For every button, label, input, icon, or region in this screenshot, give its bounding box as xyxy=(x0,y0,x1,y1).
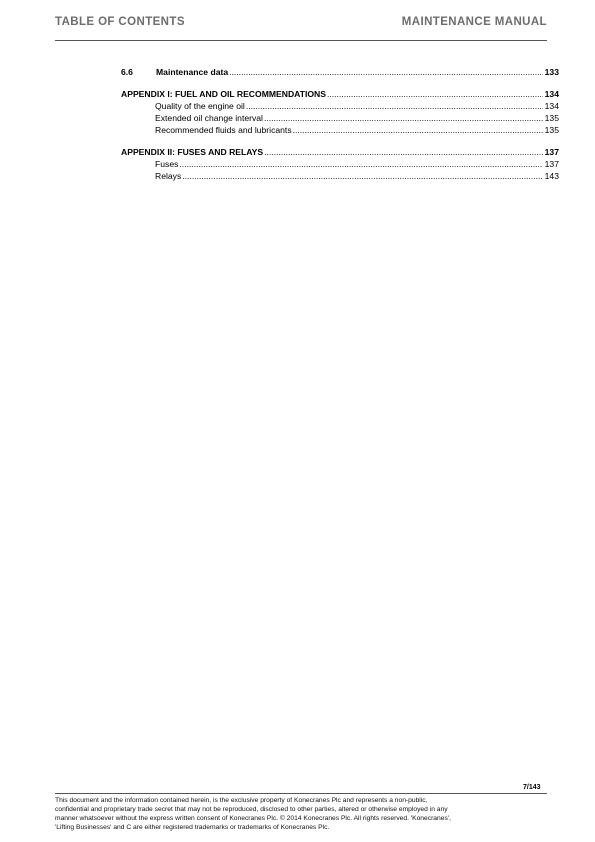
footer-line: confidential and proprietary trade secret that may not be reproduced, disclosed to other parties, altered or otherwise employed in any xyxy=(55,806,448,813)
toc-subentry[interactable] xyxy=(121,170,559,182)
toc-entry-page: 134 xyxy=(544,89,559,99)
toc-entry-title: APPENDIX I: FUEL AND OIL RECOMMENDATIONS xyxy=(121,89,326,99)
dot-leader xyxy=(327,88,543,100)
toc-entry-appendix-2[interactable] xyxy=(121,146,559,158)
toc-subentry-title: Fuses xyxy=(155,159,179,169)
toc-subentry[interactable] xyxy=(121,112,559,124)
legal-footer xyxy=(55,793,547,832)
toc-subentry-title: Relays xyxy=(155,171,182,181)
toc-entry-page: 137 xyxy=(544,147,559,157)
header-right-title: MAINTENANCE MANUAL xyxy=(401,16,547,28)
footer-line: manner whatsoever without the express written consent of Konecranes Plc. © 2014 Konecranes Plc. All rights reserved. 'Konecranes', xyxy=(55,815,451,822)
page-header xyxy=(55,16,547,41)
toc-entry-appendix-1[interactable] xyxy=(121,88,559,100)
toc-entry-title: Maintenance data xyxy=(156,67,229,77)
toc-subentry-title: Recommended fluids and lubricants xyxy=(155,125,292,135)
toc-subentry-page: 143 xyxy=(544,171,559,181)
toc-subentry-title: Quality of the engine oil xyxy=(155,101,245,111)
dot-leader xyxy=(264,146,543,158)
toc-entry-page: 133 xyxy=(544,67,559,77)
toc-entry-6-6[interactable] xyxy=(121,66,559,78)
table-of-contents xyxy=(121,66,559,182)
toc-subentry-page: 135 xyxy=(544,125,559,135)
toc-subentry[interactable] xyxy=(121,124,559,136)
toc-subentry-page: 134 xyxy=(544,101,559,111)
toc-entry-title: APPENDIX II: FUSES AND RELAYS xyxy=(121,147,264,157)
toc-subentry-page: 135 xyxy=(544,113,559,123)
header-left-title: TABLE OF CONTENTS xyxy=(55,16,185,28)
dot-leader xyxy=(246,100,543,112)
dot-leader xyxy=(179,158,542,170)
toc-subentry-page: 137 xyxy=(544,159,559,169)
toc-subentry[interactable] xyxy=(121,100,559,112)
page-number: 7/143 xyxy=(523,784,541,791)
dot-leader xyxy=(182,170,542,182)
toc-subentry[interactable] xyxy=(121,158,559,170)
dot-leader xyxy=(229,66,543,78)
dot-leader xyxy=(293,124,543,136)
footer-line: This document and the information contained herein, is the exclusive property of Konecranes Plc and represents a non-public, xyxy=(55,797,428,804)
footer-line: 'Lifting Businesses' and C are either registered trademarks or trademarks of Konecranes Plc. xyxy=(55,824,330,831)
dot-leader xyxy=(264,112,543,124)
toc-subentry-title: Extended oil change interval xyxy=(155,113,263,123)
section-number: 6.6 xyxy=(121,67,133,77)
